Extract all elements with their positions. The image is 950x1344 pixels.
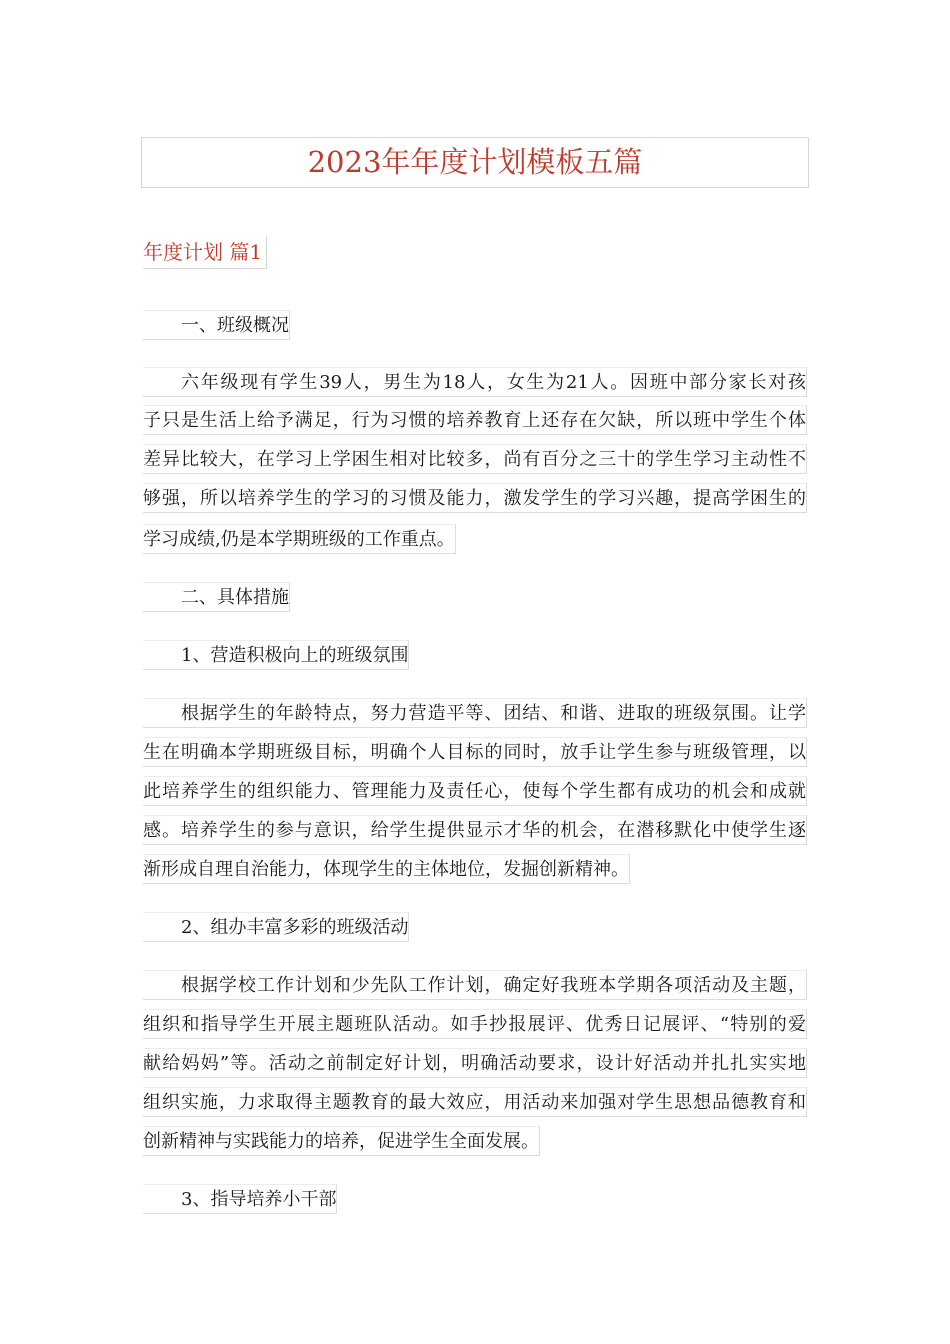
- paragraph-line: 够强，所以培养学生的学习的习惯及能力，激发学生的学习兴趣，提高学困生的: [143, 483, 807, 513]
- paragraph-line: 献给妈妈”等。活动之前制定好计划，明确活动要求，设计好活动并扎扎实实地: [143, 1048, 807, 1078]
- paragraph-line: 学习成绩,仍是本学期班级的工作重点。: [143, 524, 456, 554]
- item-heading-activities: 2、组办丰富多彩的班级活动: [143, 912, 409, 942]
- section-heading-overview: 一、班级概况: [143, 310, 290, 340]
- paragraph-line: 子只是生活上给予满足，行为习惯的培养教育上还存在欠缺，所以班中学生个体: [143, 405, 807, 435]
- paragraph-line: 差异比较大，在学习上学困生相对比较多，尚有百分之三十的学生学习主动性不: [143, 444, 807, 474]
- paragraph-line: 感。培养学生的参与意识，给学生提供显示才华的机会，在潜移默化中使学生逐: [143, 815, 807, 845]
- paragraph-line: 六年级现有学生39人，男生为18人，女生为21人。因班中部分家长对孩: [143, 367, 807, 397]
- paragraph-line: 渐形成自理自治能力，体现学生的主体地位，发掘创新精神。: [143, 854, 630, 884]
- paragraph-line: 组织和指导学生开展主题班队活动。如手抄报展评、优秀日记展评、“特别的爱: [143, 1009, 807, 1039]
- paragraph-line: 组织实施，力求取得主题教育的最大效应，用活动来加强对学生思想品德教育和: [143, 1087, 807, 1117]
- paragraph-line: 生在明确本学期班级目标，明确个人目标的同时，放手让学生参与班级管理，以: [143, 737, 807, 767]
- paragraph-line: 根据学校工作计划和少先队工作计划，确定好我班本学期各项活动及主题，: [143, 970, 807, 1000]
- item-heading-atmosphere: 1、营造积极向上的班级氛围: [143, 640, 409, 670]
- paragraph-line: 创新精神与实践能力的培养，促进学生全面发展。: [143, 1126, 540, 1156]
- paragraph-line: 根据学生的年龄特点，努力营造平等、团结、和谐、进取的班级氛围。让学: [143, 698, 807, 728]
- section-heading-measures: 二、具体措施: [143, 582, 290, 612]
- paragraph-line: 此培养学生的组织能力、管理能力及责任心，使每个学生都有成功的机会和成就: [143, 776, 807, 806]
- item-heading-cadres: 3、指导培养小干部: [143, 1184, 337, 1214]
- document-title: 2023年年度计划模板五篇: [307, 145, 643, 179]
- plan-heading: 年度计划 篇1: [143, 236, 267, 269]
